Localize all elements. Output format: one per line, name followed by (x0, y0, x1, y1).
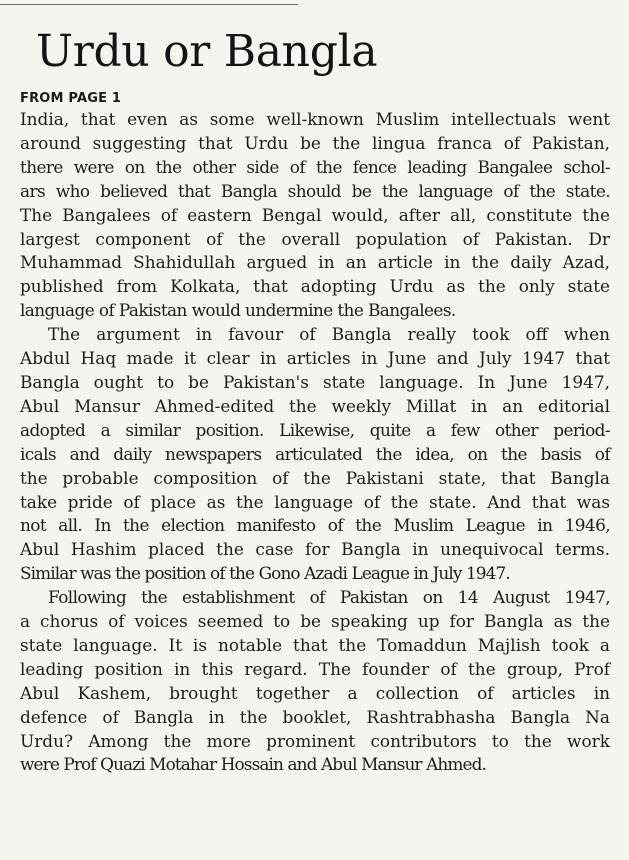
text-line: defence of Bangla in the booklet, Rashtrabhasha Bangla Na (20, 706, 610, 727)
continuation-kicker: FROM PAGE 1 (20, 91, 122, 106)
text-line: India, that even as some well-known Muslim intellectuals went (20, 109, 610, 129)
text-line: Abul Mansur Ahmed-edited the weekly Millat in an editorial (20, 395, 610, 416)
headline: Urdu or Bangla (36, 26, 378, 77)
text-line: leading position in this regard. The founder of the group, Prof (20, 658, 610, 679)
text-line: Following the establishment of Pakistan on 14 August 1947, (48, 587, 610, 608)
text-line: state language. It is notable that the Tomaddun Majlish took a (20, 634, 610, 655)
text-line: The Bangalees of eastern Bengal would, after all, constitute the (20, 204, 610, 225)
text-line: Abul Hashim placed the case for Bangla in unequivocal terms. (20, 539, 610, 560)
text-line: a chorus of voices seemed to be speaking up for Bangla as the (20, 611, 610, 632)
text-line: take pride of place as the language of the state. And that was (20, 491, 610, 512)
text-line: Urdu? Among the more prominent contributors to the work (20, 730, 610, 751)
text-line: largest component of the overall population of Pakistan. Dr (20, 228, 610, 249)
text-line: ars who believed that Bangla should be the language of the state. (20, 180, 610, 201)
column-top-rule (0, 4, 298, 5)
text-line: language of Pakistan would undermine the Bangalees. (20, 300, 456, 321)
paragraph-2 (20, 323, 610, 586)
paragraph-1 (20, 108, 610, 323)
text-line: Bangla ought to be Pakistan's state language. In June 1947, (20, 371, 610, 392)
text-line: published from Kolkata, that adopting Urdu as the only state (20, 276, 610, 297)
text-line: adopted a similar position. Likewise, quite a few other period- (20, 419, 610, 440)
text-line: Muhammad Shahidullah argued in an article in the daily Azad, (20, 252, 610, 273)
text-line: the probable composition of the Pakistani state, that Bangla (20, 467, 610, 488)
article-body (20, 108, 610, 777)
text-line: around suggesting that Urdu be the lingua franca of Pakistan, (20, 132, 610, 153)
text-line: The argument in favour of Bangla really took off when (48, 324, 610, 345)
paragraph-3 (20, 586, 610, 777)
text-line: Similar was the position of the Gono Azadi League in July 1947. (20, 563, 510, 584)
text-line: not all. In the election manifesto of the Muslim League in 1946, (20, 515, 610, 536)
text-line: Abul Kashem, brought together a collection of articles in (20, 682, 610, 703)
text-line: were Prof Quazi Motahar Hossain and Abul Mansur Ahmed. (20, 754, 486, 775)
text-line: icals and daily newspapers articulated the idea, on the basis of (20, 443, 610, 464)
text-line: Abdul Haq made it clear in articles in June and July 1947 that (20, 348, 610, 369)
text-line: there were on the other side of the fence leading Bangalee schol- (20, 156, 610, 177)
